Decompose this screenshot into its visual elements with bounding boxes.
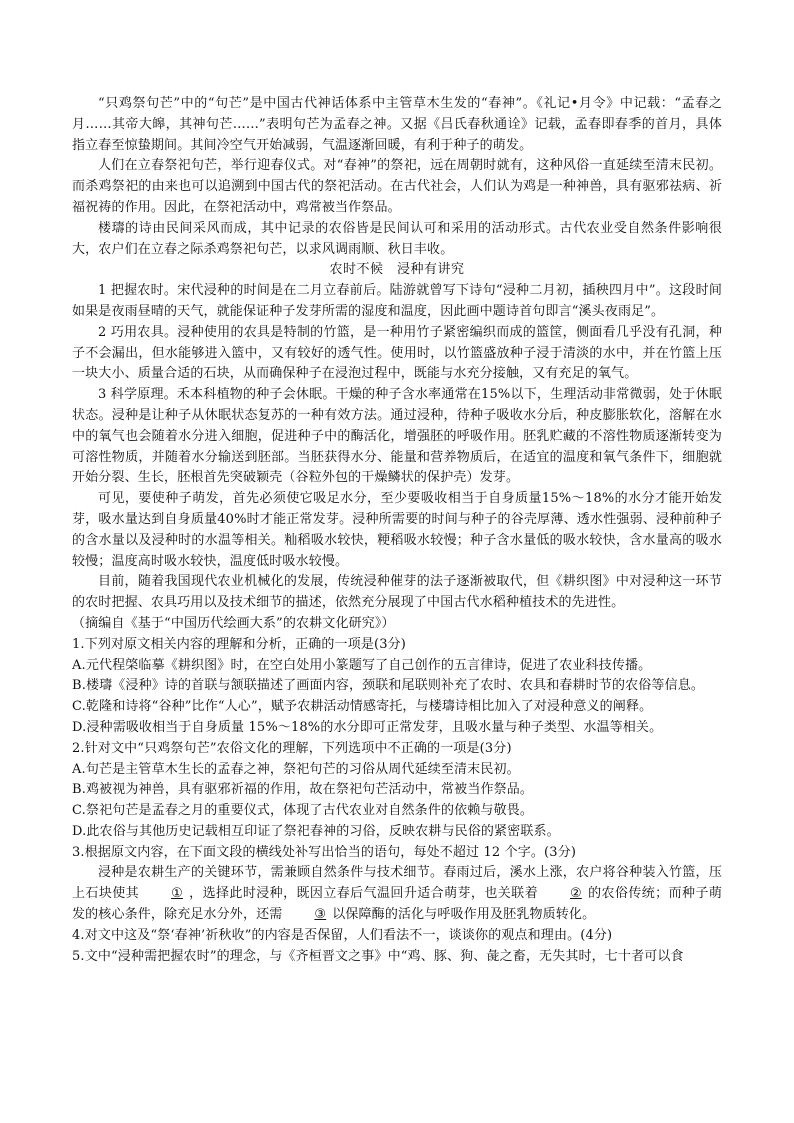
question-3-passage <box>72 863 722 925</box>
article-paragraph-3: 楼璹的诗由民间采风而成，其中记录的农俗皆是民间认可和采用的活动形式。古代农业受自然条件影响很大，农户们在立春之际杀鸡祭祀句芒，以求风调雨顺、秋日丰收。 <box>72 220 722 257</box>
article-paragraph-7: 可见，要使种子萌发，首先必须使它吸足水分，至少要吸收相当于自身质量15%～18%的水分才能开始发芽，吸水量达到自身质量40%时才能正常发芽。浸种所需要的时间与种子的谷壳厚薄、透水性强弱、浸种前种子的含水量以及浸种时的水温等相关。籼稻吸水较快，粳稻吸水较慢；种子含水量低的吸水较快，含水量高的吸水较慢；温度高时吸水较快，温度低时吸水较慢。 <box>72 491 722 569</box>
page-content <box>72 94 722 967</box>
question-3: 3.根据原文内容，在下面文段的横线处补写出恰当的语句，每处不超过 12 个字。(3分) <box>72 844 577 860</box>
question-3-text-4: 以保障酶的活化与呼吸作用及胚乳物质转化。 <box>332 907 596 923</box>
fill-blank-1: ① <box>171 886 183 902</box>
question-3-text-3: 的农俗传统；而种子萌发的核心条件，除充足水分外，还需 <box>72 886 722 923</box>
article-paragraph-6: 3 科学原理。禾本科植物的种子会休眠。干燥的种子含水率通常在15%以下，生理活动非常微弱，处于休眠状态。浸种是让种子从休眠状态复苏的一种有效方法。通过浸种，待种子吸收水分后，种皮膨胀软化，溶解在水中的氧气也会随着水分进入细胞，促进种子中的酶活化，增强胚的呼吸作用。胚乳贮藏的不溶性物质逐渐转变为可溶性物质，并随着水分输送到胚部。当胚获得水分、能量和营养物质后，在适宜的温度和氧气条件下，细胞就开始分裂、生长，胚根首先突破颖壳（谷粒外包的干燥鳞状的保护壳）发芽。 <box>72 387 722 486</box>
question-2-option-d: D.此农俗与其他历史记载相互印证了祭祀春神的习俗，反映农耕与民俗的紧密联系。 <box>72 823 560 839</box>
section-heading: 农时不候 浸种有讲究 <box>329 262 465 278</box>
article-paragraph-1: “只鸡祭句芒”中的“句芒”是中国古代神话体系中主管草木生发的“春神”。《礼记•月令》中记载：“孟春之月……其帝大皞，其神句芒……”表明句芒为孟春之神。又据《吕氏春秋通诠》记载，孟春即春季的首月，具体指立春至惊蛰期间。其间冷空气开始减弱，气温逐渐回暖，有利于种子的萌发。 <box>72 96 722 153</box>
question-3-text-1: 浸种是农耕生产的关键环节，需兼顾自然条件与技术细节。春雨过后，溪水上涨，农户将谷种装入竹篮，压上石块使其 <box>72 865 722 902</box>
question-2-option-a: A.句芒是主管草木生长的孟春之神，祭祀句芒的习俗从周代延续至清末民初。 <box>72 761 520 777</box>
question-2: 2.针对文中“只鸡祭句芒”农俗文化的理解，下列选项中不正确的一项是(3分) <box>72 740 512 756</box>
question-1-option-c: C.乾隆和诗将“谷种”比作“人心”，赋予农耕活动情感寄托，与楼璹诗相比加入了对浸种意义的阐释。 <box>72 699 653 715</box>
question-2-option-c: C.祭祀句芒是孟春之月的重要仪式，体现了古代农业对自然条件的依赖与敬畏。 <box>72 803 534 819</box>
article-paragraph-2: 人们在立春祭祀句芒，举行迎春仪式。对“春神”的祭祀，远在周朝时就有，这种风俗一直延续至清末民初。而杀鸡祭祀的由来也可以追溯到中国古代的祭祀活动。在古代社会，人们认为鸡是一种神兽，具有驱邪祛病、祈福祝祷的作用。因此，在祭祀活动中，鸡常被当作祭品。 <box>72 158 722 215</box>
question-1-option-b: B.楼璹《浸种》诗的首联与颔联描述了画面内容，颈联和尾联则补充了农时、农具和春耕时节的农俗等信息。 <box>72 678 705 694</box>
question-1-option-d: D.浸种需吸收相当于自身质量 15%～18%的水分即可正常发芽，且吸水量与种子类型、水温等相关。 <box>72 719 663 735</box>
question-3-text-2: ，选择此时浸种，既因立春后气温回升适合萌芽，也关联着 <box>188 886 538 902</box>
question-1-option-a: A.元代程棨临摹《耕织图》时，在空白处用小篆题写了自己创作的五言律诗，促进了农业科技传播。 <box>72 657 652 673</box>
question-5: 5.文中“浸种需把握农时”的理念，与《齐桓晋文之事》中“鸡、豚、狗、彘之畜，无失其时，七十者可以食 <box>72 948 684 964</box>
article-paragraph-8: 目前，随着我国现代农业机械化的发展，传统浸种催芽的法子逐渐被取代，但《耕织图》中对浸种这一环节的农时把握、农具巧用以及技术细节的描述，依然充分展现了中国古代水稻种植技术的先进性。 <box>72 574 722 611</box>
question-4: 4.对文中这及“祭‘春神’祈秋收”的内容是否保留，人们看法不一，谈谈你的观点和理由。(4分) <box>72 927 613 943</box>
article-source: （摘编自《基于“中国历代绘画大系”的农耕文化研究》） <box>72 615 395 631</box>
fill-blank-2: ② <box>570 886 582 902</box>
article-paragraph-5: 2 巧用农具。浸种使用的农具是特制的竹篮，是一种用竹子紧密编织而成的篮筐，侧面看几乎没有孔洞，种子不会漏出，但水能够进入篮中，又有较好的透气性。使用时，以竹篮盛放种子浸于清淡的水中，并在竹篮上压一块大小、质量合适的石块，从而确保种子在浸泡过程中，既能与水充分接触，又有充足的氧气。 <box>72 324 722 382</box>
fill-blank-3: ③ <box>314 907 327 923</box>
question-1: 1.下列对原文相关内容的理解和分析，正确的一项是(3分) <box>72 636 407 652</box>
question-2-option-b: B.鸡被视为神兽，具有驱邪祈福的作用，故在祭祀句芒活动中，常被当作祭品。 <box>72 782 534 798</box>
article-paragraph-4: 1 把握农时。宋代浸种的时间是在二月立春前后。陆游就曾写下诗句“浸种二月初，插秧四月中”。这段时间如果是夜雨昼晴的天气，就能保证种子发芽所需的湿度和温度，因此画中题诗首句即言“溪头夜雨足”。 <box>72 283 722 319</box>
